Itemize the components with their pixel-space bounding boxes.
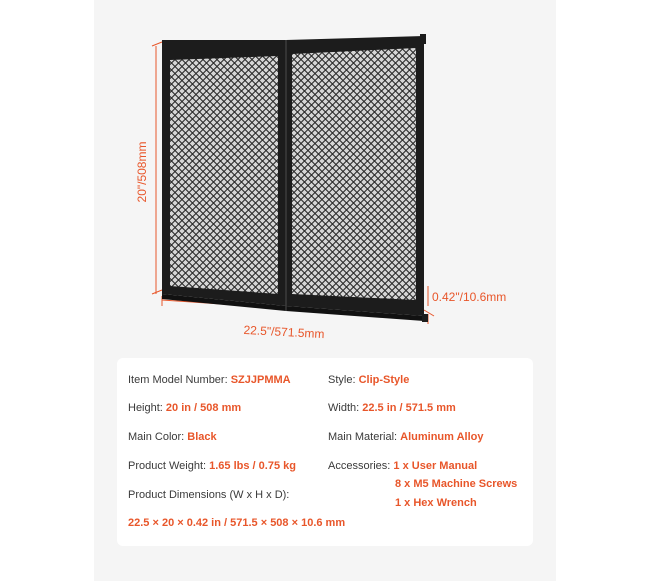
accessory-item: 8 x M5 Machine Screws [395,478,518,490]
spec-height-value: 20 in / 508 mm [165,402,242,414]
spec-color-value: Black [187,431,217,443]
spec-style-value: Clip-Style [358,374,410,386]
spec-accessories [328,459,477,473]
spec-width [328,401,456,415]
spec-width-label: Width: [328,402,363,414]
spec-material [328,430,483,444]
spec-width-value: 22.5 in / 571.5 mm [362,402,456,414]
spec-material-value: Aluminum Alloy [400,431,484,443]
spec-weight-value: 1.65 lbs / 0.75 kg [209,460,296,472]
accessory-item: 1 x User Manual [393,460,478,472]
spec-color [128,430,217,444]
accessory-item: 1 x Hex Wrench [395,497,477,509]
spec-weight [128,459,296,473]
spec-style [328,373,409,387]
spec-height-label: Height: [128,402,166,414]
spec-height [128,401,241,415]
width-dimension-label: 22.5"/571.5mm [243,322,325,342]
spec-product-dimensions-label: Product Dimensions (W x H x D): [128,489,290,501]
spec-card [117,358,533,546]
spec-product-dimensions-value: 22.5 × 20 × 0.42 in / 571.5 × 508 × 10.6 mm [128,517,346,529]
spec-weight-label: Product Weight: [128,460,210,472]
depth-dimension-label: 0.42"/10.6mm [432,290,507,304]
height-dimension-label: 20"/508mm [135,141,149,203]
spec-material-label: Main Material: [328,431,401,443]
spec-color-label: Main Color: [128,431,188,443]
spec-model-value: SZJJPMMA [230,374,291,386]
spec-model [128,373,291,387]
right-screen-panel [286,34,428,322]
spec-accessories-label: Accessories: [328,460,394,472]
spec-model-label: Item Model Number: [128,374,231,386]
left-screen-panel [162,40,286,311]
height-dimension-line [152,42,162,294]
spec-style-label: Style: [328,374,359,386]
